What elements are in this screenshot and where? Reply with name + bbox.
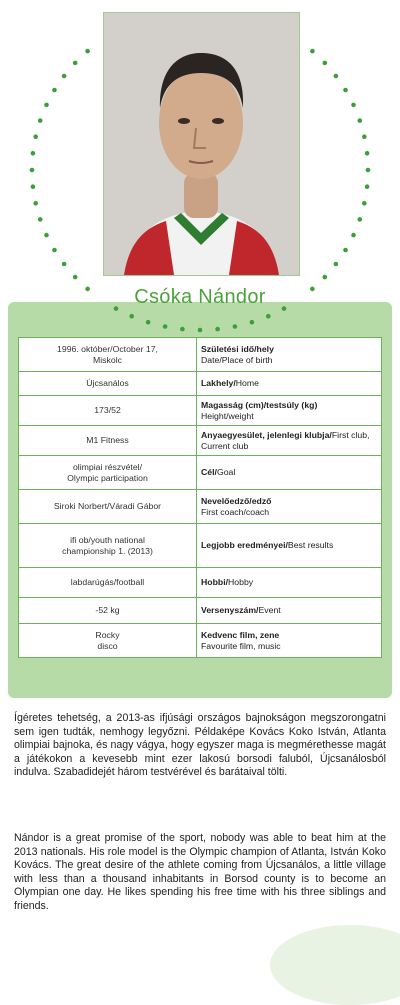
info-row [19,624,382,658]
info-label-hungarian: Cél/ [201,467,217,477]
info-label-english: Hobby [228,577,254,587]
decoration-dot [233,324,238,329]
decoration-dot [362,201,367,206]
decoration-dot [44,103,49,108]
info-value [19,456,197,490]
decoration-dot [310,49,315,54]
decoration-dot [215,327,220,332]
info-row [19,372,382,396]
info-value-line: labdarúgás/football [70,577,145,587]
decoration-dot [180,327,185,332]
info-value-line: olimpiai részvétel/ [72,461,143,472]
info-row [19,338,382,372]
info-value-line: disco [97,640,118,651]
decoration-dot [31,151,36,156]
info-label-english: Date/Place of birth [201,354,273,365]
decoration-dot [266,314,271,319]
info-value-line: 173/52 [94,405,121,415]
decoration-dot [146,320,151,325]
athlete-photo [103,12,300,276]
info-row [19,598,382,624]
info-label [197,372,382,396]
info-label-hungarian: Legjobb eredményei/ [201,540,288,550]
decoration-dot [351,103,356,108]
decoration-dot [33,201,38,206]
info-label-hungarian: Nevelőedző/edző [201,495,272,506]
info-row [19,568,382,598]
portrait-illustration [104,13,299,275]
corner-decoration [270,925,400,1005]
info-label [197,338,382,372]
decoration-dot [250,320,255,325]
athlete-name: Csóka Nándor [134,286,266,308]
info-value-line: Olympic participation [67,472,148,483]
bio-hungarian: Ígéretes tehetség, a 2013-as ifjúsági országos bajnokságon megszorongatni sem igen tudták, nemhogy legyőzni. Példaképe Kovács Koko István, Atlanta olimpiai bajnoka, és nagy vágya, hogy egyszer maga is megmérethesse magát a játékokon a kevesebb mint ezer lakosú borsodi faluból, Újcsanálosból indulva. Szabadidejét három testvérével és barátaival tölti. [14,712,386,779]
info-label [197,426,382,456]
decoration-dot [38,118,43,123]
info-label [197,524,382,568]
info-value [19,426,197,456]
decoration-dot [366,168,371,173]
athlete-info-table [18,337,382,658]
info-label-hungarian: Magasság (cm)/testsúly (kg) [201,399,318,410]
info-label-english: Event [258,605,281,615]
decoration-dot [30,168,35,173]
decoration-dot [334,262,339,267]
info-value [19,338,197,372]
decoration-dot [62,74,67,79]
decoration-dot [52,248,57,253]
info-value-line: -52 kg [95,605,120,615]
info-value [19,624,197,658]
info-value [19,524,197,568]
decoration-dot [358,118,363,123]
decoration-dot [365,184,370,189]
decoration-dot [85,49,90,54]
info-label-hungarian: Anyaegyesület, jelenlegi klubja/ [201,429,332,440]
info-label [197,490,382,524]
info-value-line: Siroki Norbert/Váradi Gábor [53,501,162,511]
info-row [19,396,382,426]
info-label-english: Height/weight [201,410,254,421]
info-value [19,568,197,598]
info-label [197,598,382,624]
info-value [19,396,197,426]
info-label-english: Best results [287,540,334,550]
decoration-dot [351,233,356,238]
decoration-dot [362,134,367,139]
decoration-dot [129,314,134,319]
decoration-dot [62,262,67,267]
info-label-hungarian: Lakhely/ [201,378,236,388]
info-value-line: championship 1. (2013) [62,545,153,556]
decoration-dot [198,328,203,333]
info-label-english: Goal [216,467,236,477]
info-label [197,568,382,598]
info-label-hungarian: Születési idő/hely [201,343,274,354]
info-label [197,624,382,658]
info-value-line: M1 Fitness [86,435,129,445]
info-label-english: First coach/coach [201,506,270,517]
info-value [19,372,197,396]
decoration-dot [33,134,38,139]
bio-english: Nándor is a great promise of the sport, nobody was able to beat him at the 2013 nationals. His role model is the Olympic champion of Atlanta, István Koko Kovács. The great desire of the athlete coming from Újcsanálos, a little village with less than a thousand inhabitants in Borsod county is to become an Olympian one day. He likes spending his free time with his three siblings and friends. [14,832,386,912]
info-row [19,426,382,456]
decoration-dot [343,88,348,93]
decoration-dot [323,275,328,280]
info-row [19,456,382,490]
decoration-dot [323,61,328,66]
info-value-line: Miskolc [93,354,122,365]
info-value-line: Rocky [95,629,120,640]
info-value [19,598,197,624]
decoration-dot [73,275,78,280]
info-label-hungarian: Versenyszám/ [201,605,259,615]
info-label [197,396,382,426]
info-value-line: 1996. október/October 17, [57,343,158,354]
info-label-english: Favourite film, music [201,640,281,651]
decoration-dot [44,233,49,238]
decoration-dot [343,248,348,253]
info-label [197,456,382,490]
decoration-dot [73,61,78,66]
info-label-hungarian: Hobbi/ [201,577,229,587]
decoration-dot [334,74,339,79]
decoration-dot [31,184,36,189]
info-label-english: First club, Current club [201,429,370,451]
info-label-english: Home [235,378,259,388]
decoration-dot [38,217,43,222]
decoration-dot [358,217,363,222]
decoration-dot [52,88,57,93]
info-label-hungarian: Kedvenc film, zene [201,629,280,640]
info-row [19,524,382,568]
info-value [19,490,197,524]
info-value-line: ifi ob/youth national [70,534,145,545]
decoration-dot [163,324,168,329]
info-value-line: Újcsanálos [86,378,129,388]
info-row [19,490,382,524]
decoration-dot [365,151,370,156]
